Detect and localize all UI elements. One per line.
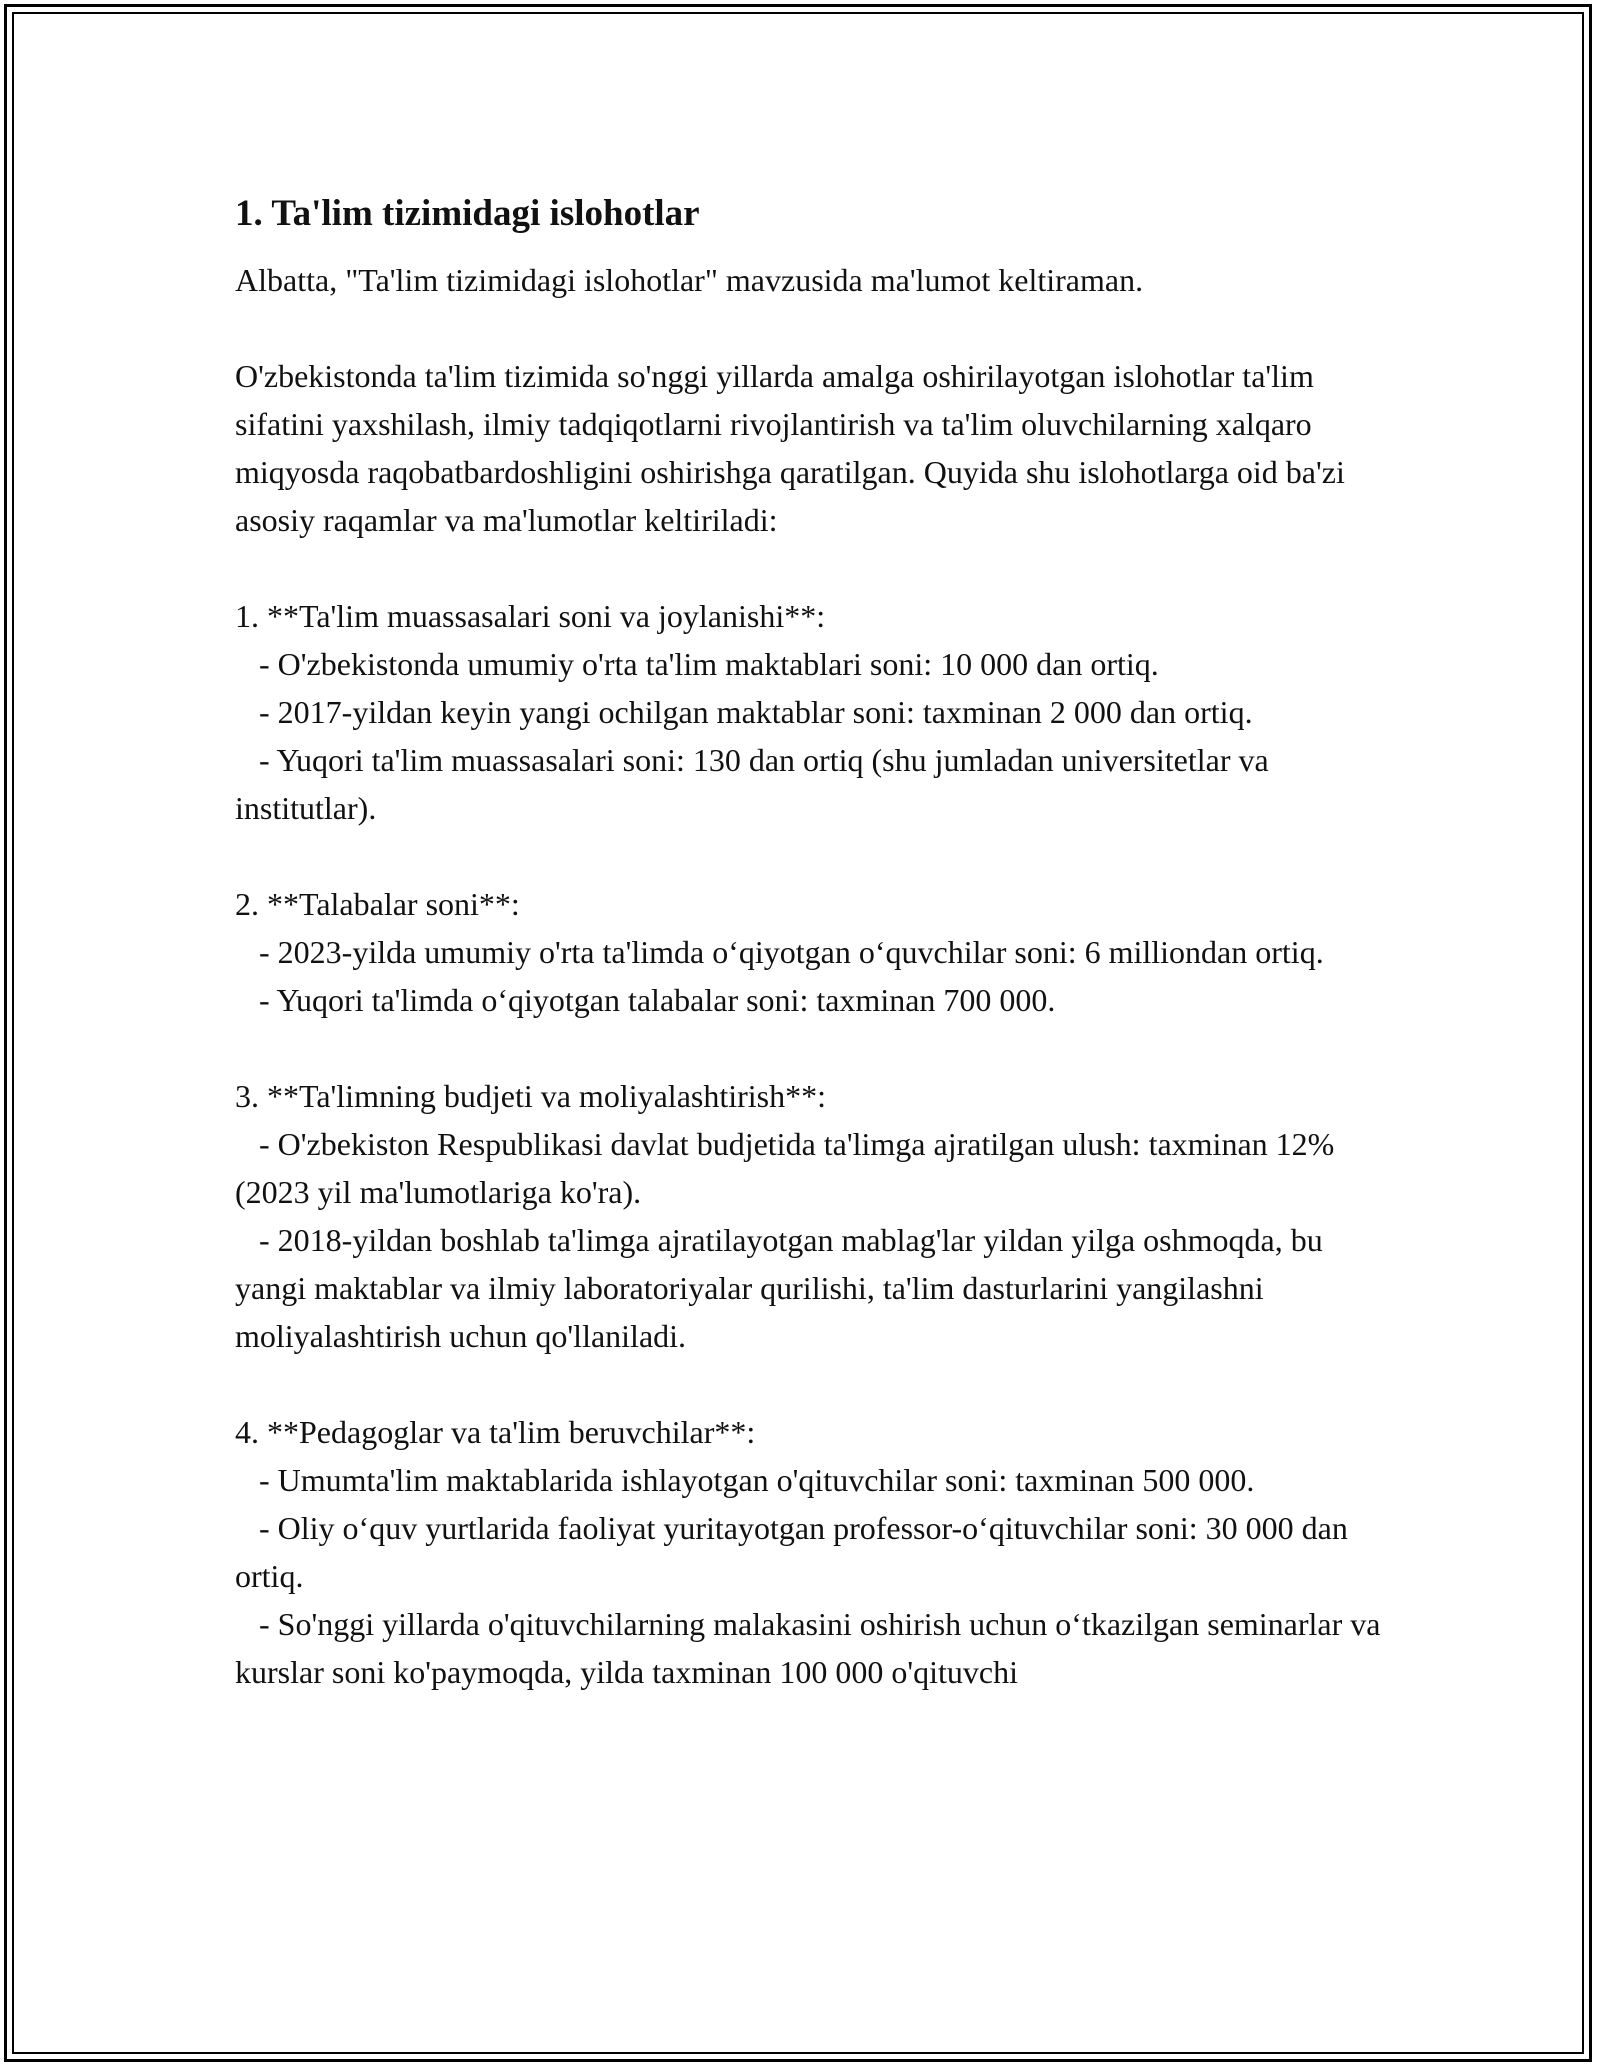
section-heading: 4. **Pedagoglar va ta'lim beruvchilar**: xyxy=(235,1414,756,1450)
overview-paragraph: O'zbekistonda ta'lim tizimida so'nggi yillarda amalga oshirilayotgan islohotlar ta'lim sifatini yaxshilash, ilmiy tadqiqotlarni rivojlantirish va ta'lim oluvchilarning xalqaro miqyosda raqobatbardoshligini oshirishga qaratilgan. Quyida shu islohotlarga oid ba'zi asosiy raqamlar va ma'lumotlar keltiriladi: xyxy=(235,358,1345,538)
section-bullet: - Umumta'lim maktablarida ishlayotgan o'qituvchilar soni: taxminan 500 000. xyxy=(235,1462,1255,1498)
paragraph-gap xyxy=(235,544,1385,592)
section-3 xyxy=(235,1072,1385,1360)
paragraph-gap xyxy=(235,1024,1385,1072)
section-bullet: - Yuqori ta'limda o‘qiyotgan talabalar soni: taxminan 700 000. xyxy=(235,982,1056,1018)
section-bullet: - Yuqori ta'lim muassasalari soni: 130 dan ortiq (shu jumladan universitetlar va institutlar). xyxy=(235,742,1277,826)
section-bullet: - 2017-yildan keyin yangi ochilgan maktablar soni: taxminan 2 000 dan ortiq. xyxy=(235,694,1253,730)
section-heading: 3. **Ta'limning budjeti va moliyalashtirish**: xyxy=(235,1078,827,1114)
section-bullet: - So'nggi yillarda o'qituvchilarning malakasini oshirish uchun o‘tkazilgan seminarlar va kurslar soni ko'paymoqda, yilda taxminan 100 000 o'qituvchi xyxy=(235,1606,1389,1690)
section-1 xyxy=(235,592,1385,832)
section-2 xyxy=(235,880,1385,1024)
document-title: 1. Ta'lim tizimidagi islohotlar xyxy=(235,193,700,234)
intro-paragraph: Albatta, "Ta'lim tizimidagi islohotlar" mavzusida ma'lumot keltiraman. xyxy=(235,262,1144,298)
section-heading: 1. **Ta'lim muassasalari soni va joylanishi**: xyxy=(235,598,826,634)
document-page xyxy=(235,190,1389,1696)
section-heading: 2. **Talabalar soni**: xyxy=(235,886,520,922)
paragraph-gap xyxy=(235,304,1385,352)
section-bullet: - O'zbekiston Respublikasi davlat budjetida ta'limga ajratilgan ulush: taxminan 12% (2023 yil ma'lumotlariga ko'ra). xyxy=(235,1126,1343,1210)
section-bullet: - 2023-yilda umumiy o'rta ta'limda o‘qiyotgan o‘quvchilar soni: 6 milliondan ortiq. xyxy=(235,934,1324,970)
paragraph-gap xyxy=(235,1360,1385,1408)
section-bullet: - O'zbekistonda umumiy o'rta ta'lim maktablari soni: 10 000 dan ortiq. xyxy=(235,646,1159,682)
section-bullet: - Oliy o‘quv yurtlarida faoliyat yuritayotgan professor-o‘qituvchilar soni: 30 000 dan ortiq. xyxy=(235,1510,1356,1594)
paragraph-gap xyxy=(235,832,1385,880)
section-4 xyxy=(235,1408,1389,1696)
section-bullet: - 2018-yildan boshlab ta'limga ajratilayotgan mablag'lar yildan yilga oshmoqda, bu yangi maktablar va ilmiy laboratoriyalar qurilishi, ta'lim dasturlarini yangilashni moliyalashtirish uchun qo'llaniladi. xyxy=(235,1222,1331,1354)
